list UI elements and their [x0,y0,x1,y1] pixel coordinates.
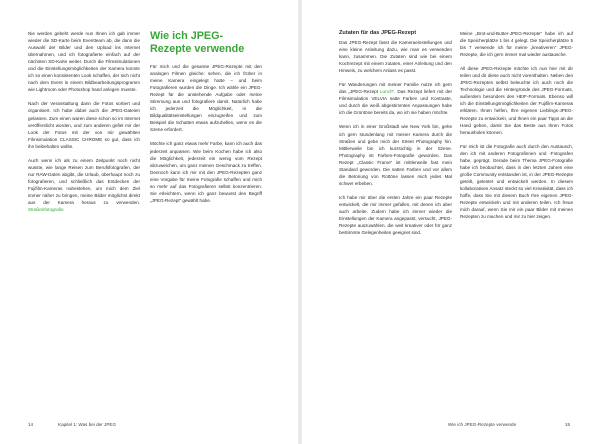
book-gutter [298,0,302,444]
left-running-head: Kapitel 1: Was bei der JPEG [58,422,117,427]
paragraph: Für mich ist die Fotografie auch durch den Austausch, den ich mit anderen Fotografinnen und -Fotografen habe, geprägt. Gerade beim Thema JPEG-Fotografie habe ich beobachtet, dass in den letzten Jahren eine große Community entstanden ist, in der JPEG-Rezepte geteilt, getestet und entwickelt werden. In diesem kollaborativen Ansatz steckt so viel Kreativität, dass ich hoffe, dass Sie mit diesem Buch Ihre eigenen JPEG-Rezepte entwickeln und mit anderen teilen. Ich freue mich darauf, wenn Sie mir ein paar Bilder mit meinen Rezepten zu machen und mir zu hier zeigen. [460,143,573,220]
left-page-number: 14 [28,422,34,427]
paragraph: Für mich und die gesamte JPEG-Rezepte mit den analogen Filmen gleiche: sehen, die ich früher in meine Kamera eingelegt hatte – und beim Fotografieren wurden die Dinge. Ich wähle ein JPEG-Rezept für die anstehende Aufgabe oder meine Stimmung aus und fotografiere damit. Natürlich habe ich jederzeit die Möglichkeit, in die Bildqualitätseinstellungen einzugreifen und zum Beispiel die Schatten etwas aufzuhellen, wenn es die Szene erfordert. [150,64,262,133]
chapter-title: Wie ich JPEG-Rezepte verwende [150,30,245,55]
paragraph: All diese JPEG-Rezepte möchte ich nun hier mit dir teilen und dir diese auch nicht vorenthalten. Neben den JPEG-Rezepten selbst beleuchte ich auch noch die Technologie und die Hintergründe des JPEG-Formats, außerdem besonders des HEIF-Formats. Ebenso will ich die Einstellungsmöglichkeiten der Fujifilm-Kameras erklären. Ihnen helfen, Ihre eigenen Lieblings-JPEG-Rezepte zu entwickeln, und Ihnen ein paar Tipps an die Hand geben, damit Sie das Beste aus Ihren Fotos herausholen können. [460,66,573,135]
highlighted-link: Straßenfotografie [28,207,64,213]
paragraph: Wenn ich in einer Großstadt wie New York bin, gehe ich gern stundenlang mit meiner Kamera durch die Straßen und gebe mich der Street Photography hin. Mittlerweile bin ich kurzsichtig in der Szene. Photography ist Farben-Fotografie geworden. Das Rezept „Classic Frame“ ist mittlerweile fast mein Standard geworden. Die satten Farben und vor allem die Betonung von Rottöne lassen mich jedes Mal schwer erbeben. [339,124,452,186]
paragraph: Nach der Veranstaltung dann die Fotos sortiert und organisiert. Ich habe dabei auch die JPEG-Dateien gelassen. Zum einen waren diese schon so im Internet veröffentlicht worden, und zum anderen gefiel mir der Look der Fotos mit der von mir gewählten Filmsimulation CLASSIC CHROME so gut, dass ich ihn beibehalten wollte. [28,101,140,149]
paragraph: Ich habe mir über die ersten Jahre ein paar Rezepte entwickelt, die mir immer gefallen, mit denen ich aber auch arbeite. Zudem habe ich immer wieder die Einstellungen der Kamera angepasst, versucht, JPEG-Rezepte auszuwählen, die weit kreativer oder für ganz bestimmte Gelegenheiten geeignet sind. [339,194,452,236]
right-page-column-1 [339,30,452,243]
paragraph: Nie werden gebeht werde nun Ihnen ich gab immer wieder die SD-Karte beim Eventteam ab, die dann die Auswahl der Bilder und den Upload ins Internet übernahmen, und ich fotografierte einfach auf der nächsten SD-Karte weiter. Durch die Filmsimulationen und die Einstellungsmöglichkeiten der Kamera konnte ich so einen konsistenten Look schaffen, der sich nicht nach dem Event in einem Bildbearbeitungsprogramm wie Lightroom oder Photoshop hand anlegen musste. [28,31,140,93]
paragraph: Möchte ich ganz etwas mehr Farbe, kann ich auch das jederzeit anpassen. Wie beim Kochen habe ich also die Möglichkeit, jederzeit ein wenig vom Rezept abzuweichen, um ganz meinen Geschmack zu treffen. Dennoch kann ich mir mit den JPEG-Rezepten ganz eine Vorgabe für meine Fotografie schaffen und mich so mehr auf das Fotografieren selbst konzentrieren. Sie erleichtern, wenn ich ganz bewusst den Begriff „JPEG-Rezept“ gewählt habe. [150,141,262,203]
paragraph: Für Wanderungen mit meiner Familie nutze ich gern das „JPEG-Rezept Lunch“. Das Rezept liefert mit der Filmsimulation VELVIA satte Farben und Kontraste, und durch die weiß abgestimmten Anpassungen habe ich die Grüntöne bereits da, wo ich sie haben möchte. [339,82,452,116]
paragraph-text: Auch wenn ich als zu einem Zeitpunkt noch nicht wusste, wie lange Reisen zum Berufsfotografen, der nur RAW-Daten abgibt, die Urlaub, überhaupt noch zu fotografieren, und schließlich das Entdecken der Fujifilm-Kameras nahestehen, um mich dem Ziel immer näher zu bringen, meine Bilder möglichst direkt aus der Kamera heraus zu verwenden. [28,157,140,206]
right-page-number: 15 [565,422,571,427]
right-page-column-2 [460,30,573,227]
left-page-column-2 [150,30,262,211]
paragraph: Das JPEG-Rezept fasst die Kameraeinstellungen und eine kleine Anleitung dazu, wie man es verwenden kann, zusammen. Die Zutaten sind wie bei einem Kochrezept mit einem zutaten, einer Anleitung und den Hinweis, zu welchem Anlass es passt. [339,40,452,74]
paragraph [28,157,140,213]
highlighted-link: Lunch [380,89,393,95]
right-running-head: Wie ich JPEG-Rezepte verwende [448,422,517,427]
section-title: Zutaten für das JPEG-Rezept [339,30,417,36]
left-page-column-1 [28,30,140,220]
paragraph: Meine „Brot-und-Butter-JPEG-Rezepte“ habe ich auf die Speicherplätze 1 bis 4 gelegt. Die Speicherplätze 5 bis 7 verwende ich für meine „kreativeren“ JPEG-Rezepte, die ich gern immer mal wieder austausche. [460,31,573,58]
